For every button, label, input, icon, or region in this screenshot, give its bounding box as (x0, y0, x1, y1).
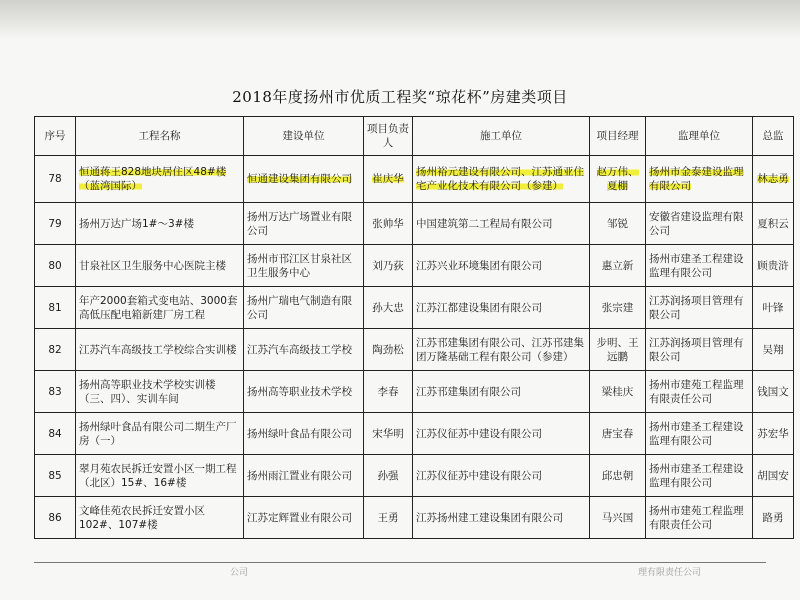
cell-supervisor-text: 扬州市金泰建设监理有限公司 (649, 166, 744, 192)
cell-contractor (413, 497, 590, 539)
cell-contractor (413, 156, 590, 203)
cell-developer (244, 287, 364, 329)
cell-no-text: 82 (48, 343, 62, 356)
cell-contractor (413, 245, 590, 287)
cell-manager (364, 329, 413, 371)
cell-supervisor (646, 203, 753, 245)
cell-no (35, 497, 76, 539)
cell-contractor (413, 287, 590, 329)
cell-no-text: 81 (48, 301, 62, 314)
cell-developer-text: 恒通建设集团有限公司 (247, 173, 352, 185)
cell-manager-text: 宋华明 (372, 427, 404, 440)
cell-supervisor-text: 安徽省建设监理有限公司 (649, 210, 744, 237)
cell-manager (364, 371, 413, 413)
cell-manager-text: 孙大忠 (372, 301, 404, 314)
cell-name-text: 年产2000套箱式变电站、3000套高低压配电箱新建厂房工程 (79, 294, 238, 321)
cell-contractor (413, 203, 590, 245)
scan-edge-shadow (0, 0, 800, 40)
cell-name-text: 翠月苑农民拆迁安置小区一期工程（北区）15#、16#楼 (79, 462, 237, 489)
header-developer: 建设单位 (244, 117, 364, 156)
cell-pm-text: 邱忠朝 (601, 469, 634, 482)
cell-manager-text: 崔庆华 (372, 173, 404, 185)
cell-pm-text: 马兴国 (601, 511, 634, 524)
cell-name (76, 413, 244, 455)
cell-director-text: 钱国文 (757, 385, 789, 398)
cell-director-text: 叶锋 (762, 301, 784, 314)
cell-director (753, 497, 794, 539)
cell-developer (244, 413, 364, 455)
document-title: 2018年度扬州市优质工程奖“琼花杯”房建类项目 (232, 88, 568, 106)
cell-contractor-text: 江苏邗建集团有限公司 (416, 385, 521, 398)
cell-contractor-text: 江苏扬州建工建设集团有限公司 (416, 511, 563, 524)
cell-name-text: 甘泉社区卫生服务中心医院主楼 (79, 259, 226, 272)
cell-contractor-text: 扬州裕元建设有限公司、江苏通亚住宅产业化技术有限公司（参建） (416, 166, 584, 192)
cell-name (76, 203, 244, 245)
cell-pm (590, 497, 646, 539)
header-director: 总监 (753, 117, 794, 156)
cell-developer (244, 156, 364, 203)
header-manager: 项目负责人 (364, 117, 413, 156)
projects-table (34, 116, 794, 539)
fragment-left: 公司 (230, 568, 249, 577)
cell-contractor (413, 455, 590, 497)
cell-supervisor (646, 497, 753, 539)
cell-director-text: 苏宏华 (757, 427, 789, 440)
cell-pm-text: 梁桂庆 (601, 385, 634, 398)
cell-manager (364, 287, 413, 329)
header-supervisor: 监理单位 (646, 117, 753, 156)
cell-contractor-text: 江苏仪征苏中建设有限公司 (416, 427, 542, 440)
cell-manager (364, 203, 413, 245)
cell-developer-text: 扬州市邗江区甘泉社区卫生服务中心 (247, 252, 352, 279)
cell-supervisor (646, 156, 753, 203)
cell-name-text: 文峰佳苑农民拆迁安置小区102#、107#楼 (79, 504, 205, 531)
cell-developer-text: 扬州绿叶食品有限公司 (247, 427, 352, 440)
cell-name-text: 扬州高等职业技术学校实训楼（三、四）、实训车间 (79, 378, 216, 405)
table-header-row (35, 117, 794, 156)
cell-no (35, 413, 76, 455)
table-row (35, 455, 794, 497)
cell-name (76, 371, 244, 413)
cell-director (753, 371, 794, 413)
cell-director-text: 吴翔 (762, 343, 784, 356)
cell-no-text: 84 (48, 427, 62, 440)
cell-pm (590, 371, 646, 413)
cell-supervisor (646, 371, 753, 413)
cell-supervisor (646, 413, 753, 455)
table-row (35, 245, 794, 287)
table-row (35, 329, 794, 371)
cell-no (35, 245, 76, 287)
cell-director-text: 胡国安 (757, 469, 789, 482)
cell-supervisor (646, 329, 753, 371)
cell-developer (244, 203, 364, 245)
cell-no (35, 455, 76, 497)
cell-name-text: 江苏汽车高级技工学校综合实训楼 (79, 343, 237, 356)
cell-no (35, 287, 76, 329)
cell-no (35, 329, 76, 371)
cell-manager (364, 497, 413, 539)
next-page-fragment (34, 562, 766, 577)
cell-pm-text: 唐宝春 (601, 427, 634, 440)
cell-developer-text: 扬州广瑞电气制造有限公司 (247, 294, 352, 321)
cell-pm-text: 步明、王远鹏 (596, 336, 639, 363)
cell-pm (590, 413, 646, 455)
cell-developer (244, 497, 364, 539)
cell-pm-text: 邹锐 (607, 217, 628, 230)
cell-contractor-text: 江苏兴业环境集团有限公司 (416, 259, 542, 272)
cell-manager-text: 孙强 (377, 469, 399, 482)
cell-name-text: 扬州万达广场1#～3#楼 (79, 217, 194, 230)
cell-contractor-text: 江苏江都建设集团有限公司 (416, 301, 542, 314)
header-contractor: 施工单位 (413, 117, 590, 156)
cell-pm (590, 287, 646, 329)
cell-pm (590, 245, 646, 287)
cell-pm (590, 203, 646, 245)
cell-pm-text: 赵万伟、夏棚 (596, 166, 639, 192)
cell-no (35, 371, 76, 413)
cell-pm (590, 156, 646, 203)
cell-name (76, 329, 244, 371)
cell-name (76, 497, 244, 539)
cell-supervisor (646, 287, 753, 329)
cell-developer-text: 扬州雨江置业有限公司 (247, 469, 352, 482)
cell-manager-text: 陶劲松 (372, 343, 404, 356)
cell-supervisor-text: 扬州市建苑工程监理有限责任公司 (649, 378, 744, 405)
cell-contractor-text: 江苏邗建集团有限公司、江苏邗建集团万隆基础工程有限公司（参建） (416, 336, 584, 363)
cell-developer (244, 245, 364, 287)
cell-no-text: 83 (48, 385, 62, 398)
cell-supervisor-text: 扬州市建圣工程建设监理有限公司 (649, 420, 744, 447)
cell-director (753, 329, 794, 371)
cell-pm (590, 455, 646, 497)
cell-director-text: 夏积云 (757, 217, 789, 230)
cell-director (753, 455, 794, 497)
cell-name-text: 恒通蒋王828地块居住区48#楼（蓝湾国际） (79, 166, 227, 192)
cell-manager-text: 张帅华 (372, 217, 404, 230)
cell-no-text: 86 (48, 511, 62, 524)
cell-director (753, 245, 794, 287)
table-row (35, 287, 794, 329)
table-row (35, 497, 794, 539)
cell-director (753, 156, 794, 203)
table-row (35, 371, 794, 413)
cell-no-text: 80 (48, 259, 62, 272)
cell-director (753, 203, 794, 245)
cell-manager (364, 455, 413, 497)
table-row (35, 413, 794, 455)
cell-contractor-text: 江苏仪征苏中建设有限公司 (416, 469, 542, 482)
cell-supervisor-text: 江苏润扬项目管理有限公司 (649, 336, 744, 363)
table-row (35, 156, 794, 203)
cell-contractor (413, 329, 590, 371)
cell-no-text: 78 (48, 173, 62, 185)
cell-manager-text: 刘乃荻 (372, 259, 404, 272)
header-pm: 项目经理 (590, 117, 646, 156)
cell-name (76, 245, 244, 287)
cell-no (35, 156, 76, 203)
cell-contractor (413, 413, 590, 455)
cell-supervisor-text: 扬州市建苑工程监理有限责任公司 (649, 504, 744, 531)
cell-director (753, 287, 794, 329)
cell-manager-text: 李春 (377, 385, 399, 398)
cell-name (76, 455, 244, 497)
cell-developer-text: 江苏汽车高级技工学校 (247, 343, 352, 356)
cell-developer-text: 江苏定辉置业有限公司 (247, 511, 352, 524)
cell-no-text: 85 (48, 469, 62, 482)
header-name: 工程名称 (76, 117, 244, 156)
cell-name (76, 287, 244, 329)
cell-developer-text: 扬州万达广场置业有限公司 (247, 210, 352, 237)
header-no: 序号 (35, 117, 76, 156)
cell-manager (364, 413, 413, 455)
cell-director-text: 林志勇 (757, 173, 789, 185)
cell-developer (244, 455, 364, 497)
cell-supervisor-text: 江苏润扬项目管理有限公司 (649, 294, 744, 321)
fragment-right: 理有限责任公司 (638, 568, 702, 577)
cell-manager-text: 王勇 (377, 511, 399, 524)
table-row (35, 203, 794, 245)
cell-supervisor (646, 455, 753, 497)
cell-supervisor (646, 245, 753, 287)
cell-director-text: 路勇 (762, 511, 784, 524)
cell-pm (590, 329, 646, 371)
cell-director-text: 顾贵浒 (757, 259, 789, 272)
cell-contractor-text: 中国建筑第二工程局有限公司 (416, 217, 553, 230)
cell-manager (364, 245, 413, 287)
cell-supervisor-text: 扬州市建圣工程建设监理有限公司 (649, 462, 744, 489)
cell-name-text: 扬州绿叶食品有限公司二期生产厂房（一） (79, 420, 237, 447)
cell-contractor (413, 371, 590, 413)
cell-no-text: 79 (48, 217, 62, 230)
cell-manager (364, 156, 413, 203)
cell-pm-text: 张宗建 (601, 301, 634, 314)
cell-no (35, 203, 76, 245)
cell-director (753, 413, 794, 455)
cell-developer (244, 371, 364, 413)
cell-supervisor-text: 扬州市建圣工程建设监理有限公司 (649, 252, 744, 279)
cell-name (76, 156, 244, 203)
cell-pm-text: 惠立新 (601, 259, 634, 272)
cell-developer (244, 329, 364, 371)
cell-developer-text: 扬州高等职业技术学校 (247, 385, 352, 398)
